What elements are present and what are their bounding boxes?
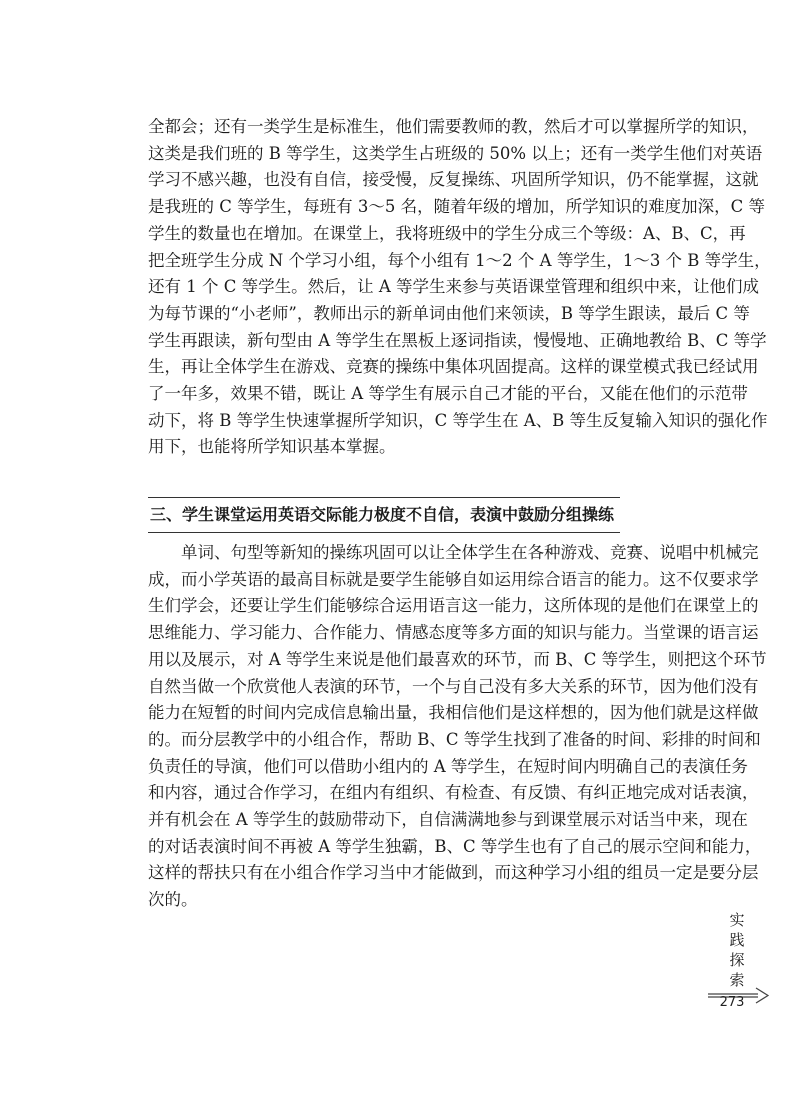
- text-line: 是我班的 C 等学生，每班有 3～5 名，随着年级的增加，所学知识的难度加深，C 等: [148, 197, 765, 217]
- text-line: 和内容，通过合作学习，在组内有组织、有检查、有反馈、有纠正地完成对话表演，: [148, 783, 759, 803]
- text-line: 学生再跟读，新句型由 A 等学生在黑板上逐词指读，慢慢地、正确地教给 B、C 等学: [148, 330, 767, 350]
- text-line: 学习不感兴趣，也没有自信，接受慢，反复操练、巩固所学知识，仍不能掌握，这就: [148, 170, 759, 190]
- text-line: 能力在短暂的时间内完成信息输出量，我相信他们是这样想的，因为他们就是这样做: [148, 703, 759, 723]
- section-heading-box: [148, 497, 620, 533]
- text-line: 次的。: [148, 890, 198, 910]
- body-paragraph-1: [148, 114, 771, 461]
- text-line: 动下，将 B 等学生快速掌握所学知识，C 等学生在 A、B 等生反复输入知识的强化作: [148, 410, 768, 430]
- text-line: 的。而分层教学中的小组合作，帮助 B、C 等学生找到了准备的时间、彩排的时间和: [148, 729, 761, 749]
- body-paragraph-2: [148, 540, 767, 914]
- text-line: 生，再让全体学生在游戏、竞赛的操练中集体巩固提高。这样的课堂模式我已经试用: [148, 357, 759, 377]
- side-label-char: 践: [729, 931, 745, 949]
- text-line: 用下，也能将所学知识基本掌握。: [148, 437, 396, 457]
- text-line: 这类是我们班的 B 等学生，这类学生占班级的 50% 以上；还有一类学生他们对英语: [148, 143, 763, 163]
- side-label-char: 索: [729, 971, 745, 989]
- text-line: 单词、句型等新知的操练巩固可以让全体学生在各种游戏、竞赛、说唱中机械完: [148, 543, 759, 562]
- text-line: 这样的帮扶只有在小组合作学习当中才能做到，而这种学习小组的组员一定是要分层: [148, 863, 759, 883]
- side-label-char: 探: [729, 951, 745, 969]
- text-line: 把全班学生分成 N 个学习小组，每个小组有 1～2 个 A 等学生，1～3 个 B 等学生，: [148, 250, 771, 270]
- text-line: 的对话表演时间不再被 A 等学生独霸，B、C 等学生也有了自己的展示空间和能力，: [148, 836, 762, 856]
- page-number: 273: [719, 995, 745, 1010]
- text-line: 并有机会在 A 等学生的鼓励带动下，自信满满地参与到课堂展示对话当中来，现在: [148, 810, 748, 830]
- text-line: 成，而小学英语的最高目标就是要学生能够自如运用综合语言的能力。这不仅要求学: [148, 569, 759, 589]
- text-line: 用以及展示，对 A 等学生来说是他们最喜欢的环节，而 B、C 等学生，则把这个环节: [148, 649, 767, 669]
- text-line: 负责任的导演，他们可以借助小组内的 A 等学生，在短时间内明确自己的表演任务: [148, 756, 748, 776]
- text-line: 了一年多，效果不错，既让 A 等学生有展示自己才能的平台，又能在他们的示范带: [148, 384, 748, 404]
- text-line: 还有 1 个 C 等学生。然后，让 A 等学生来参与英语课堂管理和组织中来，让他们成: [148, 277, 760, 297]
- section-heading: 三、学生课堂运用英语交际能力极度不自信，表演中鼓励分组操练: [150, 505, 615, 524]
- section-side-label: [727, 910, 747, 990]
- side-label-char: 实: [729, 911, 745, 929]
- text-line: 全都会；还有一类学生是标准生，他们需要教师的教，然后才可以掌握所学的知识，: [148, 117, 759, 136]
- page-number-marker: [706, 986, 770, 1020]
- text-line: 自然当做一个欣赏他人表演的环节，一个与自己没有多大关系的环节，因为他们没有: [148, 676, 759, 696]
- text-line: 学生的数量也在增加。在课堂上，我将班级中的学生分成三个等级：A、B、C，再: [148, 223, 746, 243]
- text-line: 思维能力、学习能力、合作能力、情感态度等多方面的知识与能力。当堂课的语言运: [148, 623, 759, 643]
- text-line: 生们学会，还要让学生们能够综合运用语言这一能力，这所体现的是他们在课堂上的: [148, 596, 759, 616]
- text-line: 为每节课的“小老师”，教师出示的新单词由他们来领读，B 等学生跟读，最后 C 等: [148, 303, 750, 323]
